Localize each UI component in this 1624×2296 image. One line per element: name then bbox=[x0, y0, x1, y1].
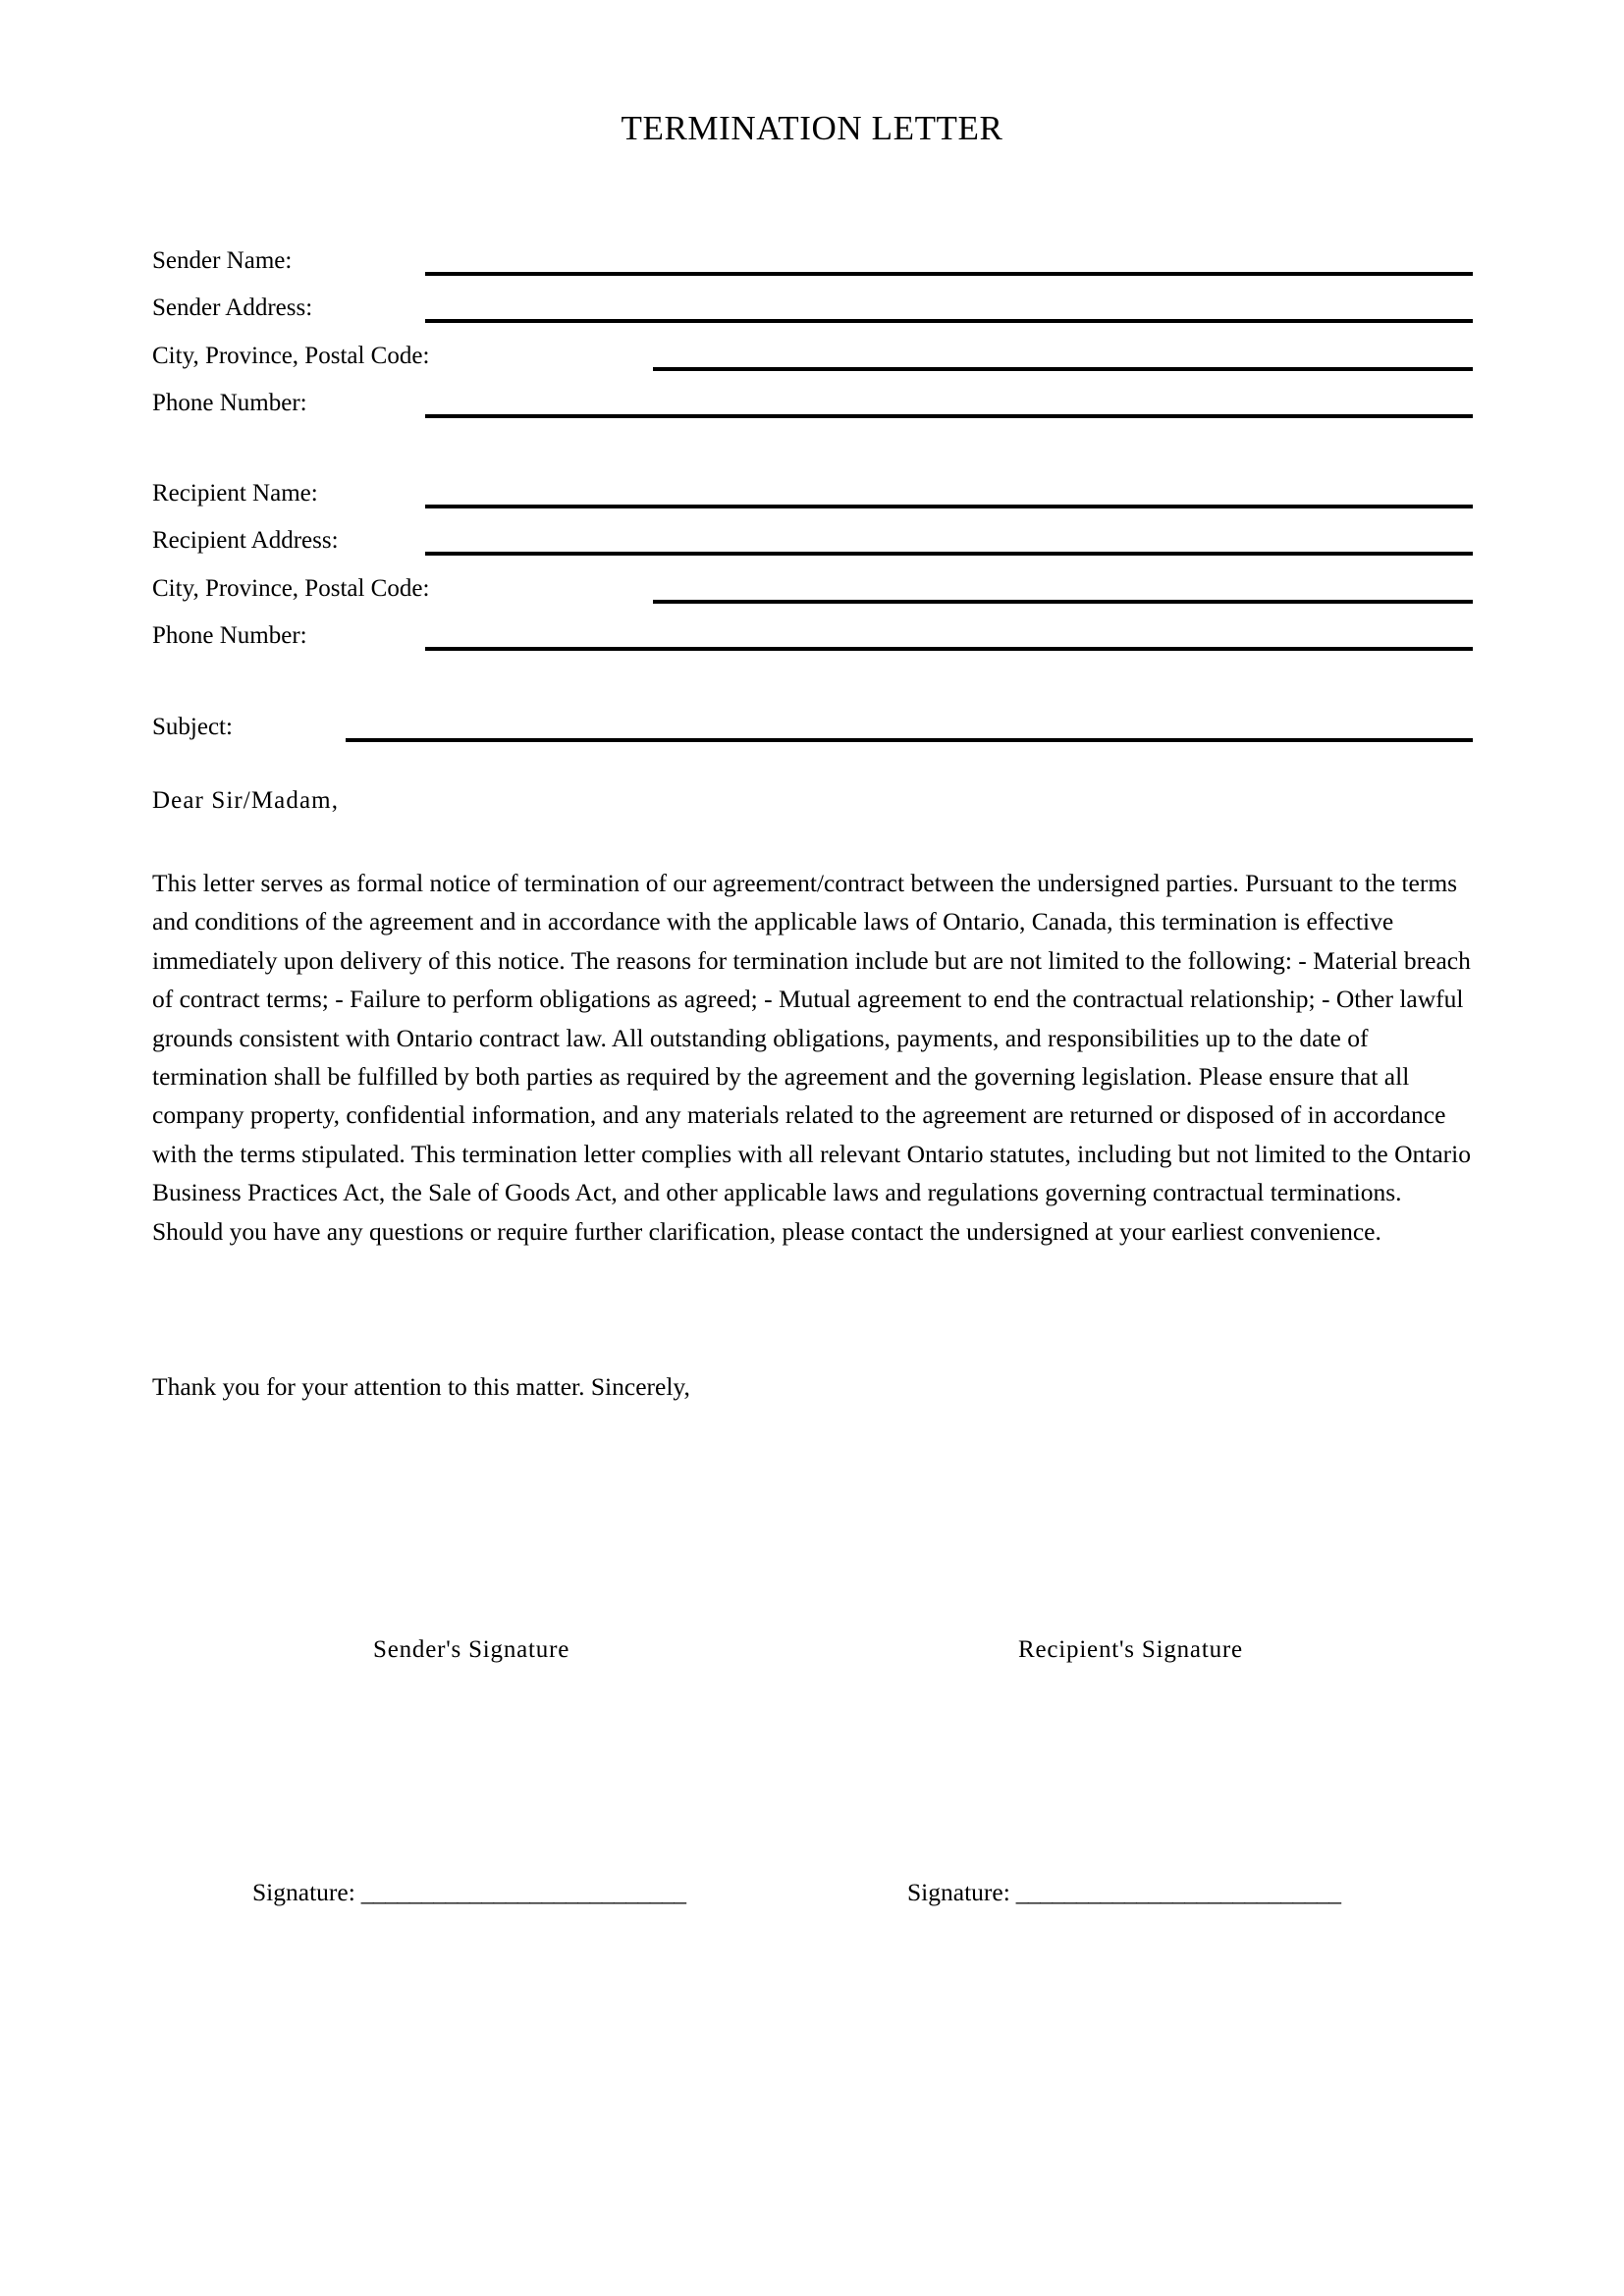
form-field-sender-name[interactable] bbox=[152, 233, 1473, 281]
field-input-rule[interactable] bbox=[653, 600, 1473, 604]
field-input-rule[interactable] bbox=[425, 414, 1473, 418]
form-field-sender-phone[interactable] bbox=[152, 376, 1473, 424]
closing-line: Thank you for your attention to this matter. Sincerely, bbox=[152, 1372, 690, 1401]
form-field-recipient-address[interactable] bbox=[152, 513, 1473, 561]
recipient-details-block bbox=[152, 465, 1473, 656]
signature-label: Signature: bbox=[252, 1878, 355, 1906]
field-label: Recipient Name: bbox=[152, 479, 318, 507]
form-field-sender-city-province-postal[interactable] bbox=[152, 328, 1473, 376]
field-input-rule[interactable] bbox=[425, 505, 1473, 508]
page-title: TERMINATION LETTER bbox=[621, 109, 1003, 147]
signature-label: Signature: bbox=[907, 1878, 1010, 1906]
field-input-rule[interactable] bbox=[346, 738, 1473, 742]
sender-signature-line[interactable] bbox=[252, 1880, 685, 1905]
field-label: City, Province, Postal Code: bbox=[152, 342, 430, 369]
signature-captions-row bbox=[0, 1637, 1624, 1671]
letter-body-paragraph: This letter serves as formal notice of termination of our agreement/contract between the undersigned parties. Pursuant to the terms and conditions of the agreement and in accordance with the applicable laws of Ontario, Canada, this termination is effective immediately upon delivery of this notice. The reasons for termination include but are not limited to the following: - Material breach of contract terms; - Failure to perform obligations as agreed; - Mutual agreement to end the contractual relationship; - Other lawful grounds consistent with Ontario contract law. All outstanding obligations, payments, and responsibilities up to the date of termination shall be fulfilled by both parties as required by the agreement and the governing legislation. Please ensure that all company property, confidential information, and any materials related to the agreement are returned or disposed of in accordance with the terms stipulated. This termination letter complies with all relevant Ontario statutes, including but not limited to the Ontario Business Practices Act, the Sale of Goods Act, and other applicable laws and regulations governing contractual terminations. Should you have any questions or require further clarification, please contact the undersigned at your earliest convenience. bbox=[152, 869, 1471, 1246]
field-label: Recipient Address: bbox=[152, 527, 339, 554]
field-input-rule[interactable] bbox=[653, 367, 1473, 371]
field-label: Sender Name: bbox=[152, 246, 293, 274]
greeting-line: Dear Sir/Madam, bbox=[152, 787, 340, 814]
signature-lines-row bbox=[0, 1880, 1624, 1919]
recipient-signature-caption: Recipient's Signature bbox=[1018, 1636, 1243, 1663]
field-label: Phone Number: bbox=[152, 390, 307, 416]
field-input-rule[interactable] bbox=[425, 647, 1473, 651]
sender-details-block bbox=[152, 233, 1473, 423]
form-field-sender-address[interactable] bbox=[152, 281, 1473, 329]
field-label: Sender Address: bbox=[152, 294, 313, 321]
signature-blank[interactable]: ___________________________ bbox=[354, 1878, 686, 1906]
form-field-subject[interactable] bbox=[152, 700, 1473, 747]
recipient-signature-line[interactable] bbox=[907, 1880, 1340, 1905]
field-label: City, Province, Postal Code: bbox=[152, 574, 430, 602]
field-label: Phone Number: bbox=[152, 622, 307, 649]
sender-signature-caption: Sender's Signature bbox=[373, 1636, 570, 1663]
form-field-recipient-name[interactable] bbox=[152, 465, 1473, 513]
signature-blank[interactable]: ___________________________ bbox=[1009, 1878, 1341, 1906]
form-field-recipient-city-province-postal[interactable] bbox=[152, 561, 1473, 609]
field-label: Subject: bbox=[152, 714, 233, 740]
field-input-rule[interactable] bbox=[425, 552, 1473, 556]
field-input-rule[interactable] bbox=[425, 272, 1473, 276]
form-field-recipient-phone[interactable] bbox=[152, 609, 1473, 657]
field-input-rule[interactable] bbox=[425, 319, 1473, 323]
